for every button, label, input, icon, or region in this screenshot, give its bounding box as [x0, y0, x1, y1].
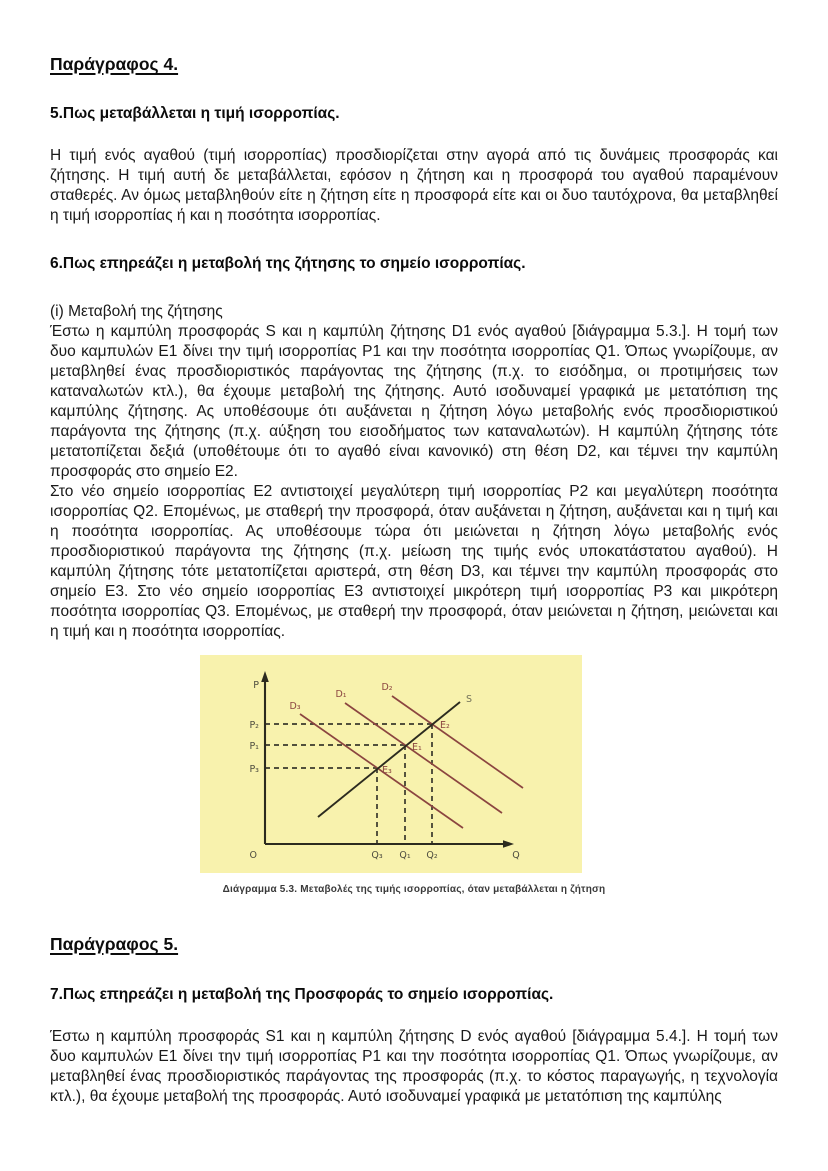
demand-d3-label: D₃ — [289, 701, 301, 712]
supply-demand-diagram — [200, 655, 582, 873]
supply-s-label: S — [466, 694, 473, 705]
eq-e1-label: E₁ — [412, 742, 422, 753]
q6-intro-line: (i) Μεταβολή της ζήτησης — [50, 303, 223, 320]
q-axis-label: Q — [512, 850, 520, 861]
diagram-5-3-figure — [50, 655, 778, 895]
q5-heading: 5.Πως μεταβάλλεται η τιμή ισορροπίας. — [50, 105, 340, 122]
demand-d1-label: D₁ — [335, 689, 347, 700]
p-axis-label: P — [253, 680, 259, 691]
q5-paragraph: Η τιμή ενός αγαθού (τιμή ισορροπίας) προσδιορίζεται στην αγορά από τις δυνάμεις προσφοράς και ζήτησης. Η τιμή αυτή δε μεταβάλλεται, εφόσον η ζήτηση και η προσφορά του αγαθού παραμένουν σταθερές. Αν όμως μεταβληθούν είτε η ζήτηση είτε η προσφορά είτε και οι δυο ταυτόχρονα, θα μεταβληθεί η τιμή ισορροπίας ή και η ποσότητα ισορροπίας. — [50, 147, 778, 224]
section-4-heading: Παράγραφος 4. — [50, 54, 179, 74]
q6-paragraph-2: Στο νέο σημείο ισορροπίας E2 αντιστοιχεί μεγαλύτερη τιμή ισορροπίας P2 και μεγαλύτερη ποσότητα ισορροπίας Q2. Επομένως, με σταθερή την προσφορά, όταν αυξάνεται η ζήτηση, αυξάνεται και η τιμή και η ποσότητα ισορροπίας. Ας υποθέσουμε τώρα ότι μειώνεται η ζήτηση λόγω μεταβολής ενός προσδιοριστικού παράγοντα της ζήτησης (π.χ. μείωση της τιμής ενός υποκατάστατου αγαθού). Η καμπύλη ζήτησης τότε μετατοπίζεται αριστερά, στη θέση D3, και τέμνει την καμπύλη προσφοράς στο σημείο E3. Στο νέο σημείο ισορροπίας E3 αντιστοιχεί μικρότερη τιμή ισορροπίας P3 και μικρότερη ποσότητα ισορροπίας Q3. Επομένως, με σταθερή την προσφορά, όταν μειώνεται η ζήτηση, μειώνεται και η τιμή και η ποσότητα ισορροπίας. — [50, 483, 778, 640]
origin-label: O — [249, 850, 257, 861]
qty-q3-label: Q₃ — [371, 850, 383, 861]
price-p2-label: P₂ — [249, 720, 259, 731]
price-p1-label: P₁ — [249, 741, 259, 752]
q6-heading: 6.Πως επηρεάζει η μεταβολή της ζήτησης το σημείο ισορροπίας. — [50, 255, 526, 272]
eq-e3-label: E₃ — [382, 765, 392, 776]
qty-q1-label: Q₁ — [399, 850, 411, 861]
section-5-heading: Παράγραφος 5. — [50, 934, 179, 954]
demand-d2-label: D₂ — [381, 682, 393, 693]
q7-heading: 7.Πως επηρεάζει η μεταβολή της Προσφοράς το σημείο ισορροπίας. — [50, 986, 554, 1003]
q6-paragraph-1: Έστω η καμπύλη προσφοράς S και η καμπύλη ζήτησης D1 ενός αγαθού [διάγραμμα 5.3.]. Η τομή των δυο καμπυλών E1 δίνει την τιμή ισορροπίας P1 και την ποσότητα ισορροπίας Q1. Όπως γνωρίζουμε, αν μεταβληθεί ένας προσδιοριστικός παράγοντας της ζήτησης (π.χ. το εισόδημα, οι προτιμήσεις των καταναλωτών κτλ.), θα έχουμε μεταβολή της ζήτησης. Αυτό ισοδυναμεί γραφικά με μετατόπιση της καμπύλης ζήτησης. Ας υποθέσουμε ότι αυξάνεται η ζήτηση λόγω μεταβολής ενός προσδιοριστικού παράγοντα της ζήτησης (π.χ. αύξηση του εισοδήματος των καταναλωτών). Η καμπύλη ζήτησης τότε μετατοπίζεται δεξιά (υποθέτουμε ότι το αγαθό είναι κανονικό) στη θέση D2, και τέμνει την καμπύλη προσφοράς στο σημείο E2. — [50, 323, 778, 480]
qty-q2-label: Q₂ — [426, 850, 438, 861]
eq-e2-label: E₂ — [440, 720, 450, 731]
q7-paragraph: Έστω η καμπύλη προσφοράς S1 και η καμπύλη ζήτησης D ενός αγαθού [διάγραμμα 5.4.]. Η τομή των δυο καμπυλών E1 δίνει την τιμή ισορροπίας P1 και την ποσότητα ισορροπίας Q1. Όπως γνωρίζουμε, αν μεταβληθεί ένας προσδιοριστικός παράγοντας της προσφοράς (π.χ. το κόστος παραγωγής, η τεχνολογία κτλ.), θα έχουμε μεταβολή της προσφοράς. Αυτό ισοδυναμεί γραφικά με μετατόπιση της καμπύλης — [50, 1028, 778, 1105]
diagram-caption: Διάγραμμα 5.3. Μεταβολές της τιμής ισορροπίας, όταν μεταβάλλεται η ζήτηση — [222, 884, 606, 895]
price-p3-label: P₃ — [249, 764, 259, 775]
